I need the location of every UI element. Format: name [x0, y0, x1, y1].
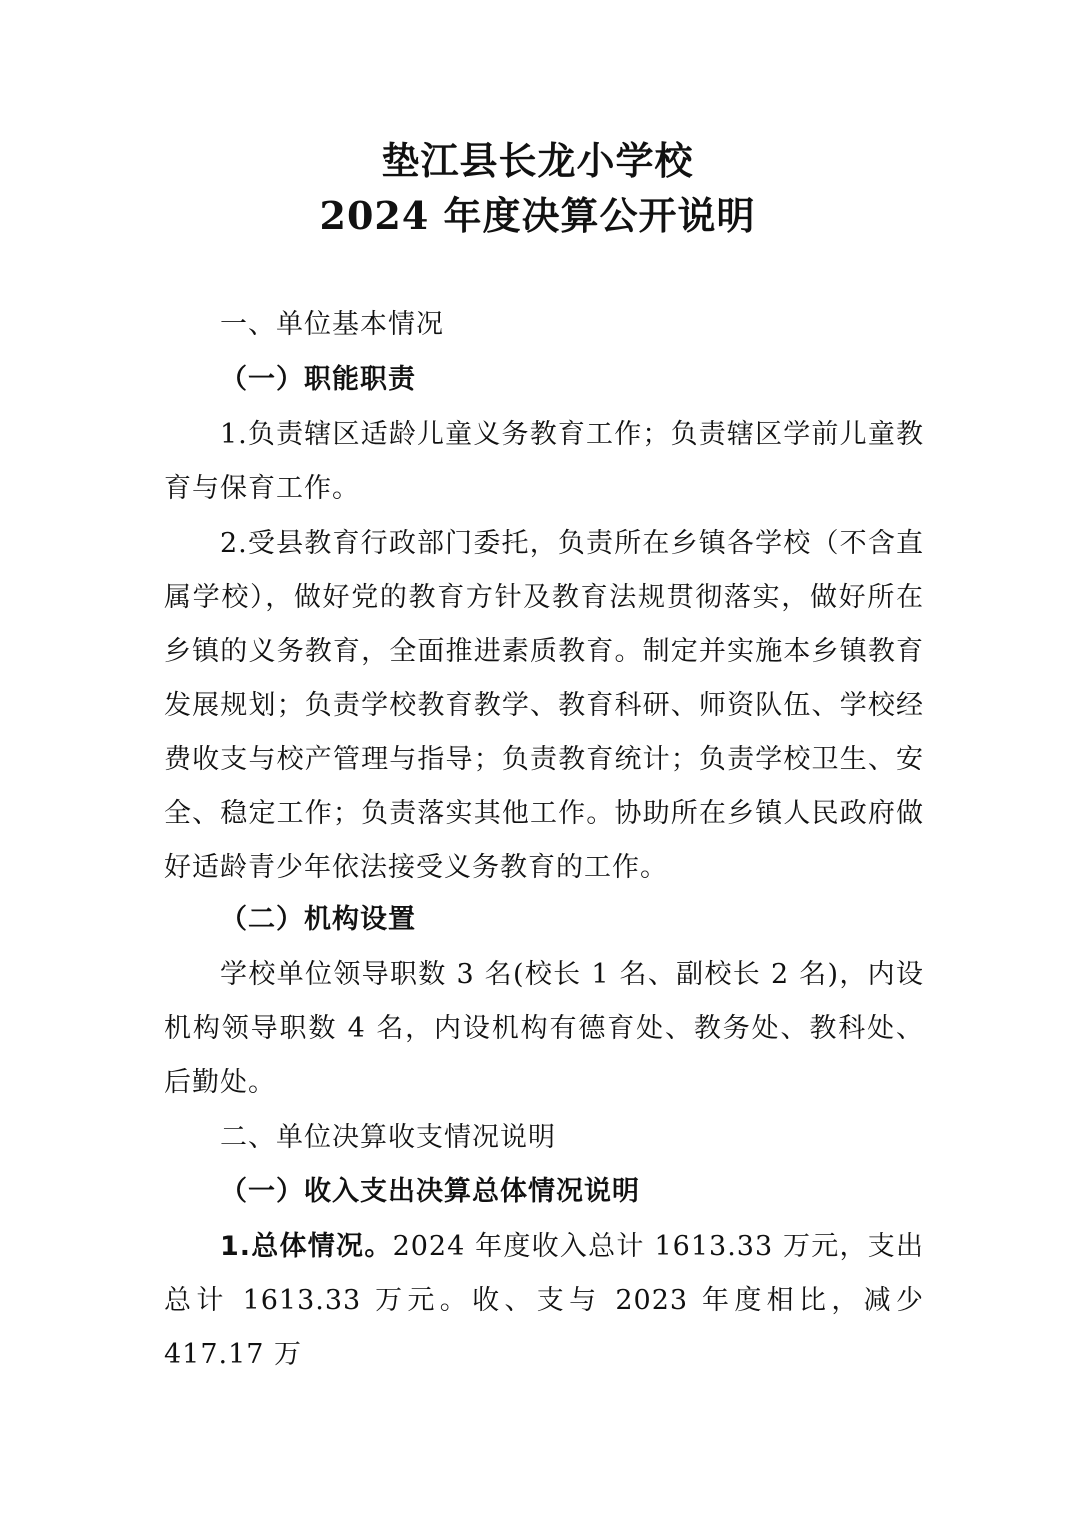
paragraph-run-body: 2024 年度收入总计 1613.33 万元，支出总计 1613.33 万元。收、支与 2023 年度相比，减少 417.17 万 [164, 1231, 924, 1370]
paragraph-run-head: 1.总体情况。 [220, 1231, 393, 1262]
subsection-heading-overall: （一）收入支出决算总体情况说明 [220, 1176, 640, 1207]
subsection-heading-functions: （一）职能职责 [220, 364, 416, 395]
paragraph-function-2: 2.受县教育行政部门委托，负责所在乡镇各学校（不含直属学校），做好党的教育方针及教育法规贯彻落实，做好所在乡镇的义务教育，全面推进素质教育。制定并实施本乡镇教育发展规划；负责学校教育教学、教育科研、师资队伍、学校经费收支与校产管理与指导；负责教育统计；负责学校卫生、安全、稳定工作；负责落实其他工作。协助所在乡镇人民政府做好适龄青少年依法接受义务教育的工作。 [164, 528, 924, 883]
subsection-heading-organization: （二）机构设置 [220, 904, 416, 935]
document-title-line2: 2024 年度决算公开说明 [319, 193, 756, 238]
paragraph-organization: 学校单位领导职数 3 名(校长 1 名、副校长 2 名)，内设机构领导职数 4 名，内设机构有德育处、教务处、教科处、后勤处。 [164, 959, 924, 1098]
document-title-line1: 垫江县长龙小学校 [381, 138, 694, 183]
section-heading-budget: 二、单位决算收支情况说明 [220, 1122, 556, 1153]
section-heading-basic-info: 一、单位基本情况 [220, 309, 444, 340]
paragraph-overall [164, 1220, 924, 1382]
paragraph-function-1: 1.负责辖区适龄儿童义务教育工作；负责辖区学前儿童教育与保育工作。 [164, 419, 924, 504]
